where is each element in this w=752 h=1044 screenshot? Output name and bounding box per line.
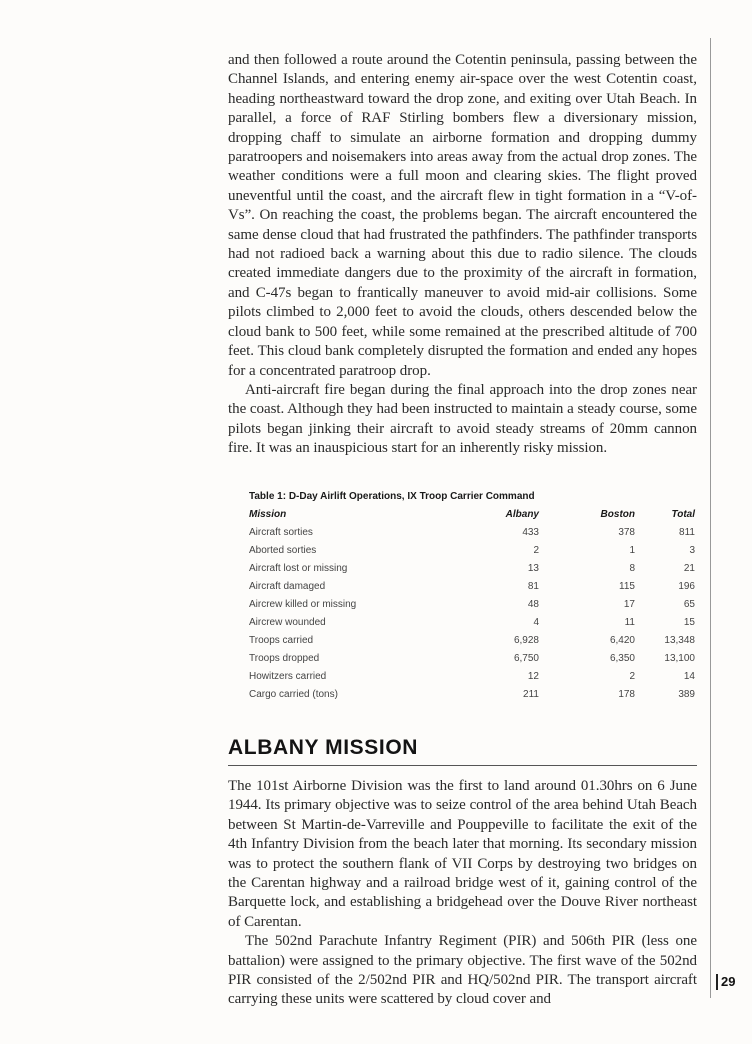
paragraph: The 101st Airborne Division was the first to land around 01.30hrs on 6 June 1944. Its primary objective was to seize control of the area behind Utah Beach between St Martin-de-Varreville and Pouppeville to facilitate the exit of the 4th Infantry Division from the beach later that morning. Its secondary mission was to protect the southern flank of VII Corps by destroying two bridges on the Carentan highway and a railroad bridge west of it, gaining control of the Barquette lock, and establishing a bridgehead over the Douve River northeast of Carentan. [228,778,697,930]
table-row [249,613,695,631]
table-title: Table 1: D-Day Airlift Operations, IX Troop Carrier Command [249,491,535,502]
column-header-boston: Boston [600,509,635,520]
row-label: Aborted sorties [249,544,317,556]
total-cell: 811 [679,526,695,538]
table-row [249,595,695,613]
table-row [249,667,695,685]
total-cell: 196 [678,580,695,592]
column-header-mission: Mission [249,509,287,520]
airlift-table [249,491,695,703]
page-number: 29 [721,974,736,989]
total-cell: 15 [683,616,695,628]
boston-cell: 115 [619,580,635,592]
column-header-total: Total [671,509,695,520]
boston-cell: 6,420 [609,634,635,646]
page-number-bar [716,974,718,990]
albany-cell: 6,750 [513,652,539,664]
albany-cell: 2 [533,544,539,556]
row-label: Aircrew killed or missing [249,598,357,610]
row-label: Troops carried [249,634,314,646]
margin-rule [710,38,711,998]
heading-rule [228,765,697,766]
albany-cell: 13 [527,562,539,574]
boston-cell: 178 [618,688,635,700]
table-row [249,577,695,595]
albany-cell: 81 [527,580,539,592]
albany-cell: 12 [527,670,539,682]
albany-cell: 433 [522,526,539,538]
row-label: Aircraft lost or missing [249,562,348,574]
row-label: Aircrew wounded [249,616,326,628]
total-cell: 3 [689,544,695,556]
row-label: Cargo carried (tons) [249,688,338,700]
total-cell: 21 [683,562,695,574]
boston-cell: 6,350 [609,652,635,664]
total-cell: 13,348 [664,634,695,646]
total-cell: 14 [683,670,695,682]
column-header-albany: Albany [505,509,539,520]
row-label: Aircraft damaged [249,580,326,592]
boston-cell: 11 [624,616,635,628]
boston-cell: 17 [623,598,635,610]
boston-cell: 2 [629,670,635,682]
boston-cell: 8 [629,562,635,574]
table-row [249,649,695,667]
boston-cell: 378 [618,526,635,538]
boston-cell: 1 [629,544,635,556]
albany-cell: 4 [533,616,539,628]
row-label: Aircraft sorties [249,526,313,538]
albany-cell: 211 [523,688,539,700]
albany-cell: 48 [527,598,539,610]
section-heading: ALBANY MISSION [228,736,419,759]
paragraph: Anti-aircraft fire began during the final approach into the drop zones near the coast. Although they had been instructed to maintain a steady course, some pilots began jinking their aircraft to avoid steady streams of 20mm cannon fire. It was an inauspicious start for an inherently risky mission. [228,381,697,457]
table-row [249,631,695,649]
bottom-text-block [228,777,697,1010]
table-row [249,523,695,541]
data-table [249,506,695,703]
top-text-block [228,51,697,459]
total-cell: 13,100 [664,652,695,664]
paragraph: The 502nd Parachute Infantry Regiment (PIR) and 506th PIR (less one battalion) were assigned to the primary objective. The first wave of the 502nd PIR consisted of the 2/502nd PIR and HQ/502nd PIR. The transport aircraft carrying these units were scattered by cloud cover and [228,933,697,1008]
albany-cell: 6,928 [513,634,539,646]
row-label: Troops dropped [249,652,320,664]
table-row [249,685,695,703]
table-row [249,541,695,559]
row-label: Howitzers carried [249,670,327,682]
total-cell: 389 [678,688,695,700]
paragraph: and then followed a route around the Cotentin peninsula, passing between the Channel Islands, and entering enemy air-space over the west Cotentin coast, heading northeastward toward the drop zone, and exiting over Utah Beach. In parallel, a force of RAF Stirling bombers flew a diversionary mission, dropping chaff to simulate an airborne formation and dropping dummy paratroopers and noisemakers into areas away from the actual drop zones. The weather conditions were a full moon and clearing skies. The flight proved uneventful until the coast, and the aircraft flew in tight formation in a “V-of-Vs”. On reaching the coast, the problems began. The aircraft encountered the same dense cloud that had frustrated the pathfinders. The pathfinder transports had not radioed back a warning about this due to radio silence. The clouds created immediate dangers due to the proximity of the aircraft in formation, and C-47s began to frantically maneuver to avoid mid-air collisions. Some pilots climbed to 2,000 feet to avoid the clouds, others descended below the cloud bank to 500 feet, while some remained at the prescribed altitude of 700 feet. This cloud bank completely disrupted the formation and ended any hopes for a concentrated paratroop drop. [228,52,697,379]
table-header-row [249,506,695,523]
total-cell: 65 [683,598,695,610]
table-row [249,559,695,577]
